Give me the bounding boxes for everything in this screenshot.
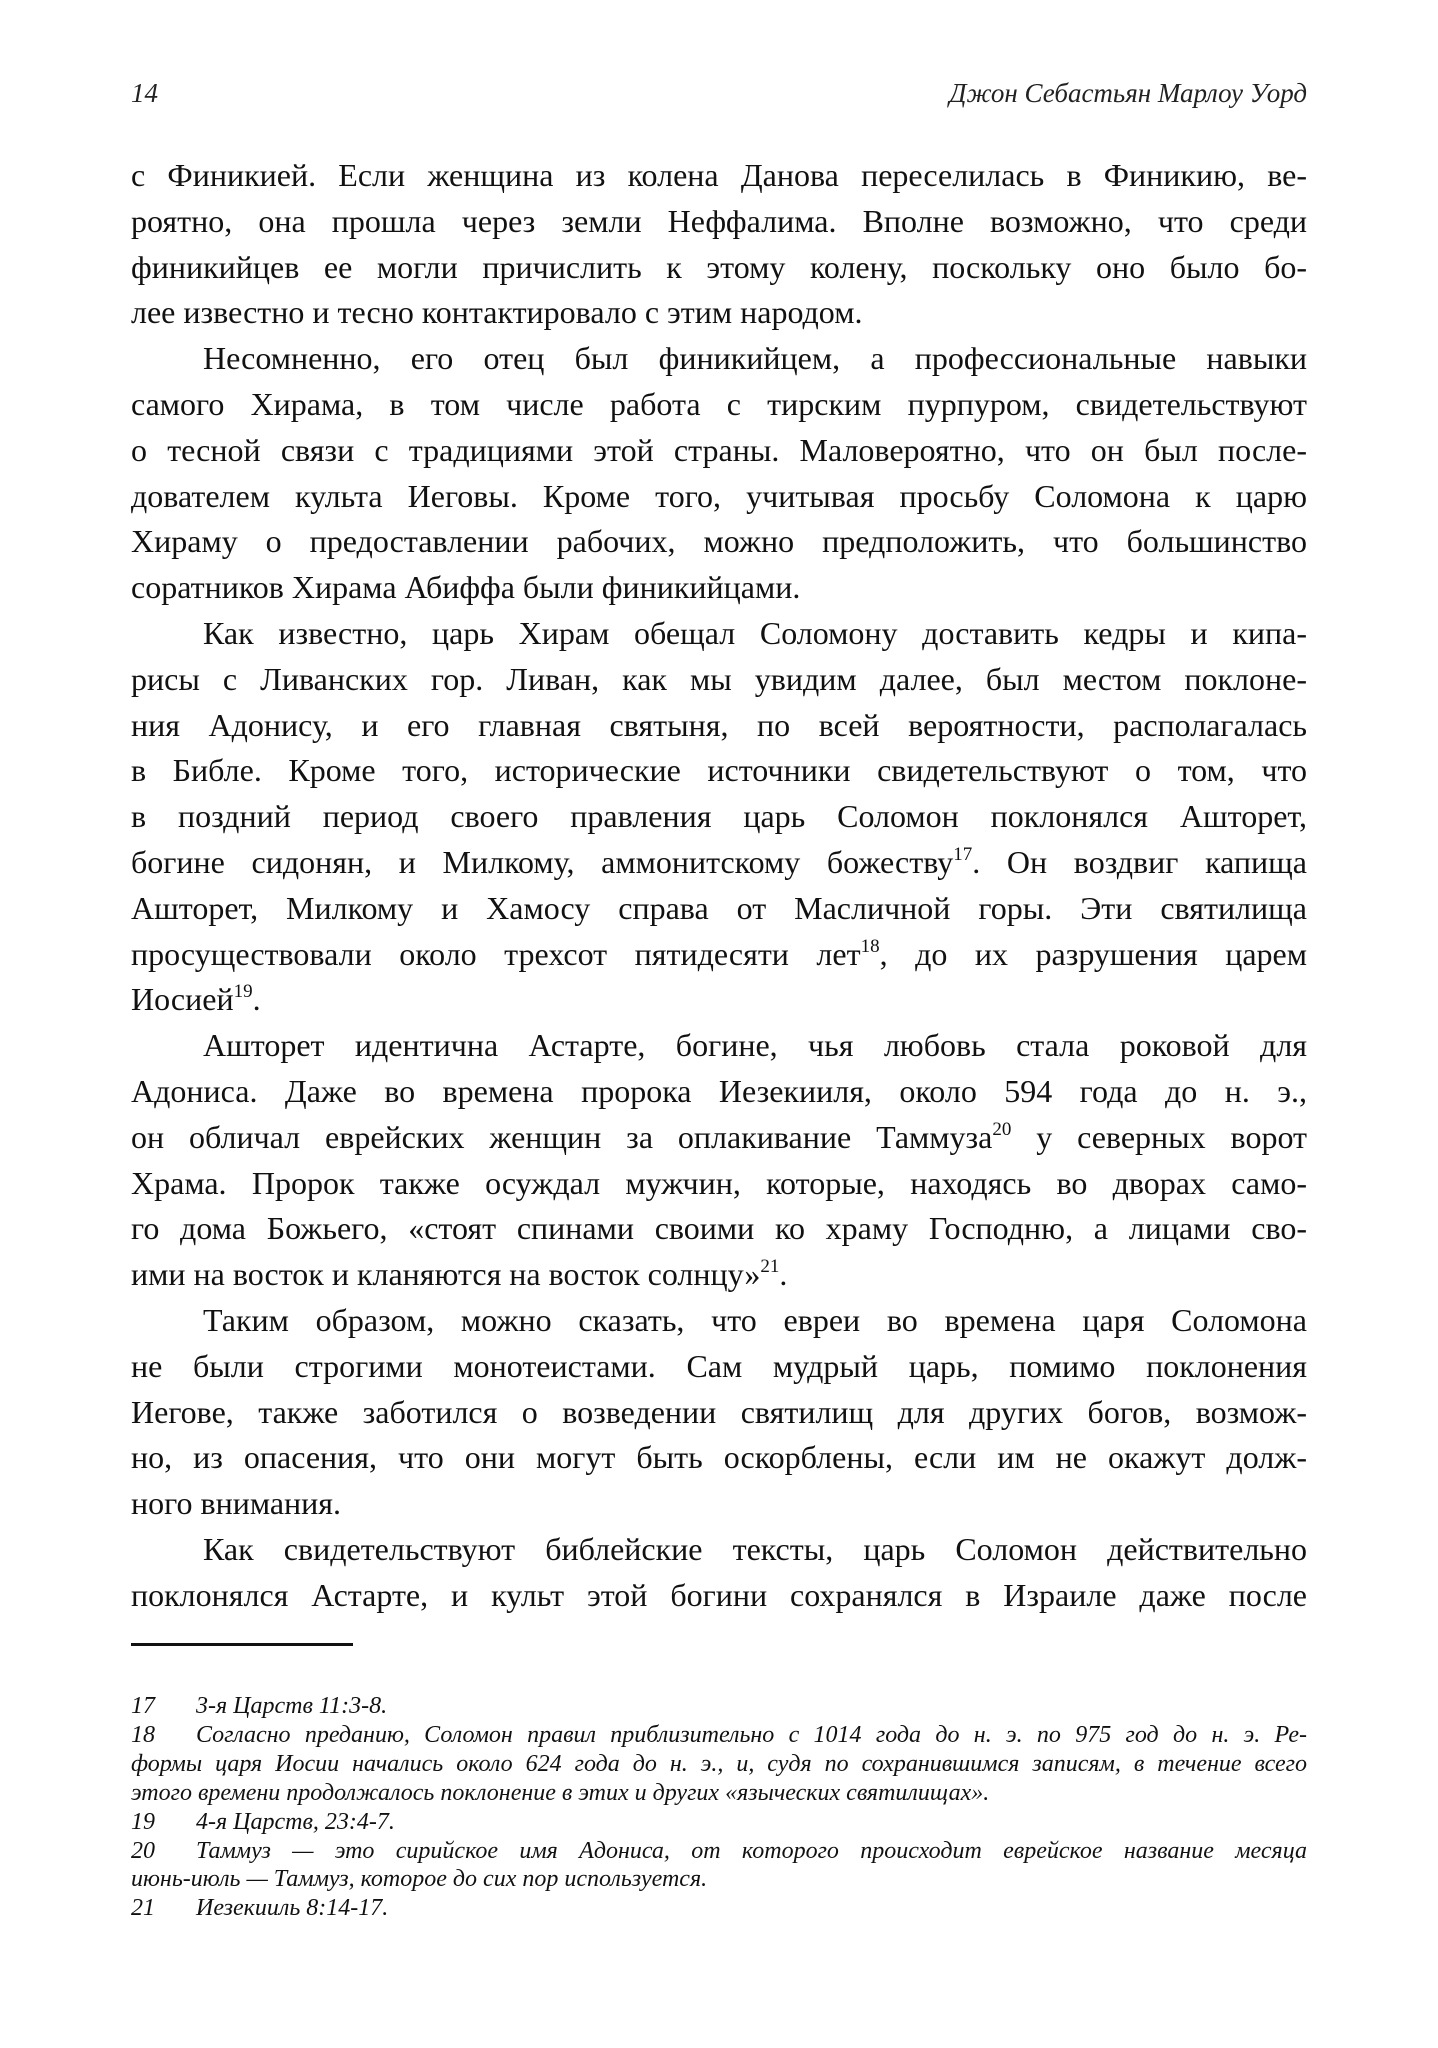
footnote-number: 19 — [131, 1808, 155, 1835]
text-line: соратников Хирама Абиффа были финикийцами. — [131, 569, 801, 606]
footnote-ref: 21 — [760, 1256, 780, 1278]
footnote — [131, 1808, 1307, 1837]
text-line: Храма. Пророк также осуждал мужчин, которые, находясь во дворах само- — [131, 1164, 1307, 1201]
text-line: в поздний период своего правления царь Соломон поклонялся Ашторет, — [131, 798, 1307, 835]
text-line: ного внимания. — [131, 1485, 342, 1522]
footnote — [131, 1837, 1307, 1895]
text-line: Несомненно, его отец был финикийцем, а профессиональные навыки — [203, 340, 1307, 377]
text-line: Ашторет идентична Астарте, богине, чья любовь стала роковой для — [203, 1027, 1307, 1064]
footnote-line — [131, 1865, 1307, 1894]
text-line: Хираму о предоставлении рабочих, можно предположить, что большинство — [131, 523, 1307, 560]
text-line: Адониса. Даже во времена пророка Иезекииля, около 594 года до н. э., — [131, 1072, 1307, 1109]
text-line: с Финикией. Если женщина из колена Данова переселилась в Финикию, ве- — [131, 157, 1307, 193]
text-line: самого Хирама, в том числе работа с тирским пурпуром, свидетельствуют — [131, 385, 1307, 422]
line-text: Иосией — [131, 981, 234, 1018]
text-line: ния Адонису, и его главная святыня, по всей вероятности, располагалась — [131, 706, 1307, 743]
footnote — [131, 1721, 1307, 1808]
text-line: роятно, она прошла через земли Неффалима. Вполне возможно, что среди — [131, 202, 1307, 239]
footnote-line — [131, 1692, 1307, 1721]
text-line: лее известно и тесно контактировало с этим народом. — [131, 294, 863, 331]
line-text: , до их разрушения царем — [879, 935, 1307, 972]
text-line: поклонялся Астарте, и культ этой богини сохранялся в Израиле даже после — [131, 1576, 1307, 1613]
text-line — [131, 840, 1307, 886]
text-line: финикийцев ее могли причислить к этому колену, поскольку оно было бо- — [131, 248, 1307, 285]
paragraph — [131, 153, 1307, 336]
footnote-text: июнь-июль — Таммуз, которое до сих пор используется. — [131, 1866, 708, 1893]
footnote-text: 3-я Царств 11:3-8. — [196, 1693, 388, 1719]
footnote-text: этого времени продолжалось поклонение в этих и других «языческих святилищах». — [131, 1779, 990, 1806]
line-text: . Он воздвиг капища — [972, 843, 1308, 880]
footnote-line — [131, 1750, 1307, 1779]
text-line — [131, 932, 1307, 978]
line-text: . — [779, 1256, 788, 1293]
footnote-line — [131, 1779, 1307, 1808]
text-line — [131, 1115, 1307, 1161]
text-line: Таким образом, можно сказать, что евреи во времена царя Соломона — [203, 1301, 1307, 1338]
text-line: го дома Божьего, «стоят спинами своими ко храму Господню, а лицами сво- — [131, 1210, 1307, 1247]
footnote-separator — [131, 1643, 353, 1646]
page-number: 14 — [131, 78, 158, 108]
footnote-ref: 20 — [992, 1118, 1012, 1140]
footnotes — [131, 1692, 1307, 1923]
text-line: дователем культа Иеговы. Кроме того, учитывая просьбу Соломона к царю — [131, 477, 1307, 514]
footnote-text: Согласно преданию, Соломон правил приблизительно с 1014 года до н. э. по 975 год до н. э. Ре- — [196, 1721, 1307, 1748]
footnote-line — [131, 1721, 1307, 1750]
text-line: Как свидетельствуют библейские тексты, царь Соломон действительно — [203, 1530, 1307, 1567]
text-line: Иегове, также заботился о возведении святилищ для других богов, возмож- — [131, 1393, 1307, 1430]
text-line — [131, 977, 1307, 1023]
footnote-text: Иезекииль 8:14-17. — [196, 1895, 389, 1922]
text-line: но, из опасения, что они могут быть оскорблены, если им не окажут долж- — [131, 1439, 1307, 1476]
paragraph — [131, 1023, 1307, 1298]
footnote-ref: 18 — [860, 935, 880, 957]
body-text — [131, 153, 1307, 1619]
text-line — [131, 1252, 1307, 1298]
paragraph — [131, 336, 1307, 611]
text-line: в Библе. Кроме того, исторические источники свидетельствуют о том, что — [131, 752, 1307, 789]
footnote-text: Таммуз — это сирийское имя Адониса, от которого происходит еврейское название месяца — [196, 1837, 1307, 1864]
footnote-number: 20 — [131, 1837, 155, 1864]
running-head: Джон Себастьян Марлоу Уорд — [949, 78, 1307, 108]
footnote — [131, 1692, 1307, 1721]
footnote-number: 18 — [131, 1721, 155, 1748]
line-text: просуществовали около трехсот пятидесяти лет — [131, 935, 861, 972]
line-text: богине сидонян, и Милкому, аммонитскому божеству — [131, 843, 954, 880]
footnote-line — [131, 1808, 1307, 1837]
text-line: Как известно, царь Хирам обещал Соломону доставить кедры и кипа- — [203, 614, 1307, 651]
line-text: . — [252, 981, 261, 1018]
footnote-line — [131, 1837, 1307, 1866]
footnote-number: 21 — [131, 1895, 155, 1922]
footnote-ref: 19 — [233, 981, 253, 1003]
line-text: он обличал еврейских женщин за оплакивание Таммуза — [131, 1118, 993, 1155]
paragraph — [131, 611, 1307, 1023]
paragraph — [131, 1298, 1307, 1527]
footnote-number: 17 — [131, 1693, 155, 1719]
line-text: ими на восток и кланяются на восток солнцу» — [131, 1256, 761, 1293]
paragraph — [131, 1527, 1307, 1619]
footnote-text: формы царя Иосии начались около 624 года до н. э., и, судя по сохранившимся записям, в течение всего — [131, 1750, 1307, 1777]
text-line: не были строгими монотеистами. Сам мудрый царь, помимо поклонения — [131, 1347, 1307, 1384]
text-line: рисы с Ливанских гор. Ливан, как мы увидим далее, был местом поклоне- — [131, 660, 1307, 697]
text-line: Ашторет, Милкому и Хамосу справа от Масличной горы. Эти святилища — [131, 889, 1307, 926]
text-line: о тесной связи с традициями этой страны. Маловероятно, что он был после- — [131, 431, 1307, 468]
footnote-ref: 17 — [953, 843, 973, 865]
footnote — [131, 1894, 1307, 1923]
footnote-line — [131, 1894, 1307, 1923]
line-text: у северных ворот — [1011, 1118, 1307, 1155]
footnote-text: 4-я Царств, 23:4-7. — [196, 1808, 395, 1835]
